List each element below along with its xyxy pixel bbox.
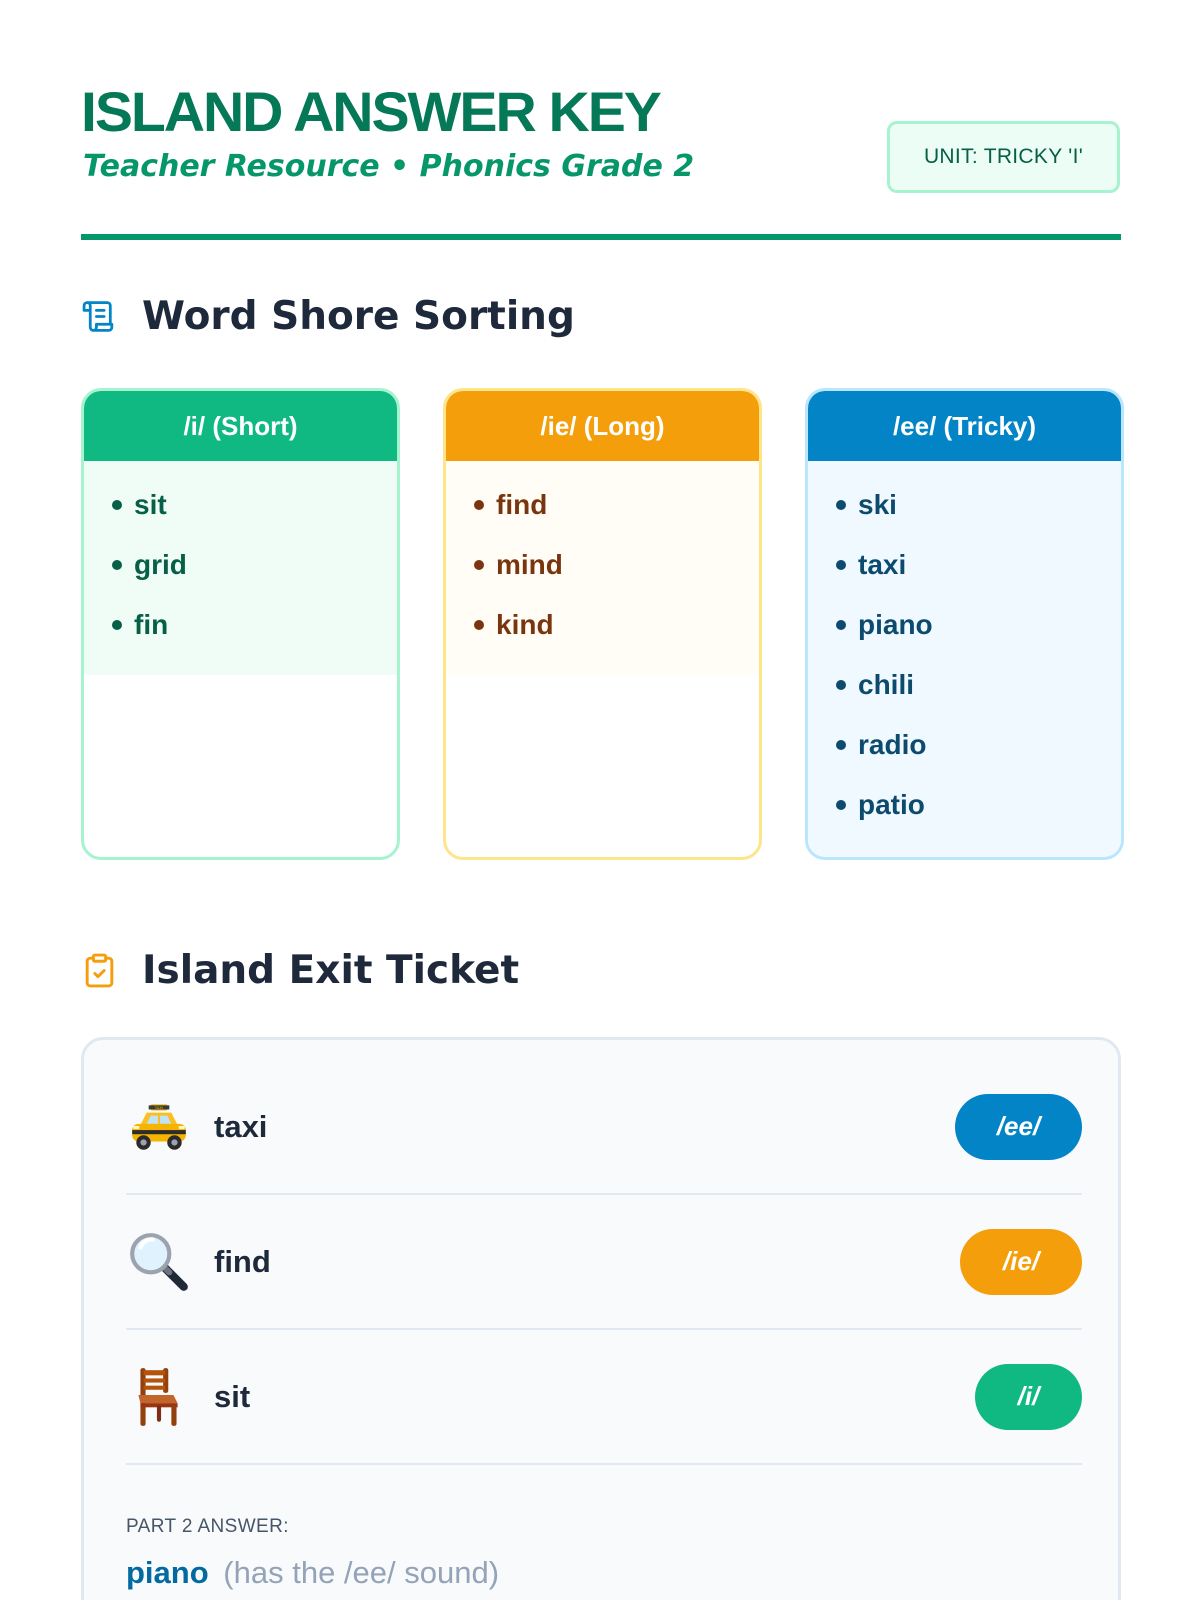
list-item: [836, 655, 1097, 715]
part2-answer-note: (has the /ee/ sound): [223, 1555, 500, 1590]
scroll-icon: [81, 298, 118, 335]
column-header: /ie/ (Long): [446, 391, 759, 461]
word-text: kind: [496, 609, 554, 640]
unit-badge: UNIT: TRICKY 'I': [887, 121, 1120, 193]
ticket-word: sit: [214, 1378, 251, 1414]
sorting-section-title: Word Shore Sorting: [142, 294, 575, 339]
word-text: ski: [858, 489, 897, 520]
answer-pill: /ie/: [960, 1229, 1082, 1295]
word-text: piano: [858, 609, 933, 640]
ticket-row-sit: [126, 1330, 1082, 1465]
part2-answer-word: piano: [126, 1555, 209, 1590]
answer-pill: /ee/: [955, 1094, 1082, 1160]
word-text: fin: [134, 609, 169, 640]
list-item: [112, 475, 373, 535]
ticket-row-taxi: [126, 1060, 1082, 1195]
word-text: find: [496, 489, 548, 520]
word-text: taxi: [858, 549, 907, 580]
part2-answer: [126, 1555, 499, 1591]
sort-column-long-ie: [443, 388, 762, 860]
exit-ticket-card: [81, 1037, 1121, 1600]
chair-icon: [126, 1364, 192, 1430]
list-item: [474, 475, 735, 535]
part2-label: PART 2 ANSWER:: [126, 1516, 289, 1537]
ticket-row-find: [126, 1195, 1082, 1330]
list-item: [112, 595, 373, 655]
sort-column-tricky-ee: [805, 388, 1124, 860]
list-item: [474, 535, 735, 595]
word-text: grid: [134, 549, 187, 580]
column-header: /i/ (Short): [84, 391, 397, 461]
list-item: [836, 595, 1097, 655]
column-header: /ee/ (Tricky): [808, 391, 1121, 461]
word-text: sit: [134, 489, 167, 520]
ticket-word: find: [214, 1243, 271, 1279]
list-item: [474, 595, 735, 655]
list-item: [112, 535, 373, 595]
word-text: mind: [496, 549, 563, 580]
list-item: [836, 775, 1097, 835]
page-title: ISLAND ANSWER KEY: [81, 80, 660, 143]
sorting-section-heading: [81, 294, 575, 339]
magnifying-glass-icon: [126, 1229, 192, 1295]
word-text: radio: [858, 729, 927, 760]
word-text: patio: [858, 789, 925, 820]
page-subtitle: Teacher Resource • Phonics Grade 2: [83, 149, 695, 184]
word-text: chili: [858, 669, 915, 700]
taxi-icon: [126, 1094, 192, 1160]
ticket-word: taxi: [214, 1108, 268, 1144]
answer-pill: /i/: [975, 1364, 1082, 1430]
clipboard-check-icon: [81, 952, 118, 989]
header-divider: [81, 234, 1121, 240]
sort-column-short-i: [81, 388, 400, 860]
svg-text:TAXI: TAXI: [154, 1105, 164, 1110]
list-item: [836, 475, 1097, 535]
exit-ticket-section-heading: [81, 948, 519, 993]
list-item: [836, 535, 1097, 595]
exit-ticket-section-title: Island Exit Ticket: [142, 948, 520, 993]
list-item: [836, 715, 1097, 775]
